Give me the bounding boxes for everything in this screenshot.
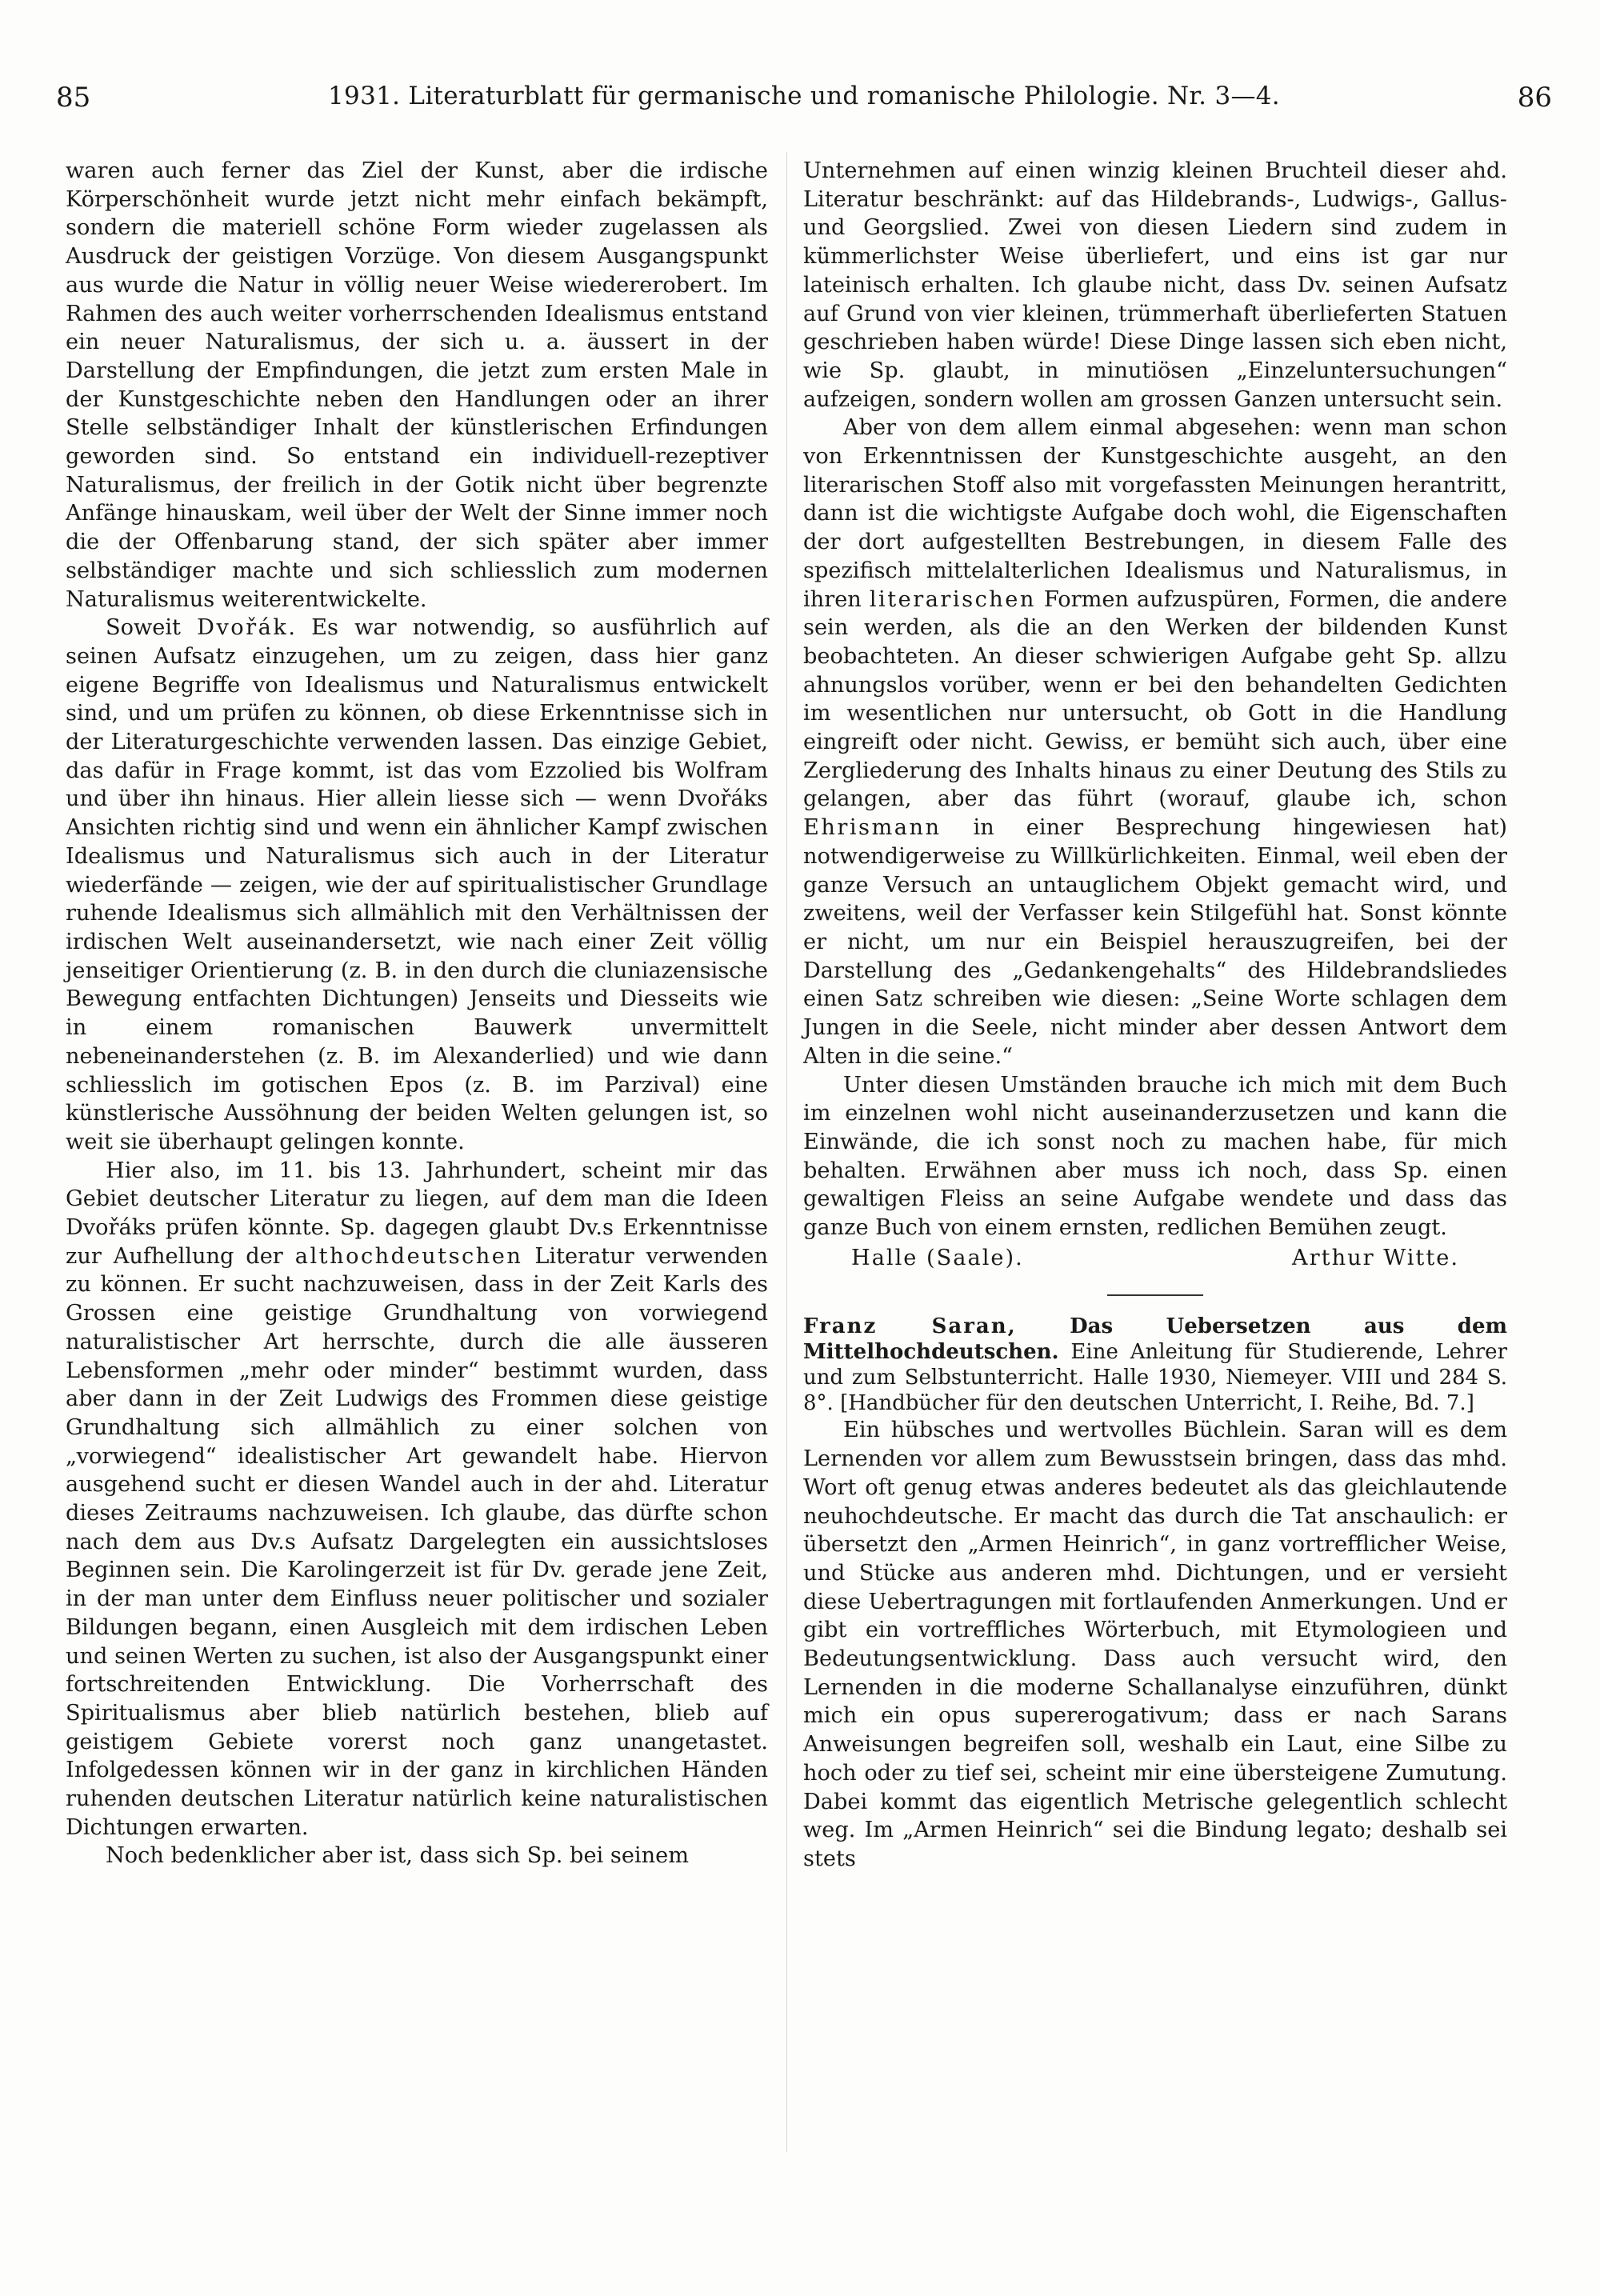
page-number-right: 86 (1517, 82, 1552, 114)
review-title: Das Uebersetzen aus dem Mittelhochdeutschen. (803, 1314, 1507, 1365)
right-column (803, 157, 1507, 1874)
spaced-name: Dvořák (197, 615, 289, 641)
signature-place: Halle (Saale). (851, 1245, 1024, 1270)
review-heading (803, 1314, 1507, 1416)
signature-name: Arthur Witte. (1292, 1245, 1459, 1270)
spaced-term: literarischen (869, 586, 1036, 612)
page-number-left: 85 (56, 82, 91, 114)
paragraph: Ein hübsches und wertvolles Büchlein. Saran will es dem Lernenden vor allem zum Bewusstsein bringen, dass das mhd. Wort oft genug etwas anderes bedeutet als das gleichlautende neuhochdeutsche. Er macht das durch die Tat anschaulich: er übersetzt den „Armen Heinrich“, in ganz vortrefflicher Weise, und Stücke aus anderen mhd. Dichtungen, und er versieht diese Uebertragungen mit fortlaufenden Anmerkungen. Und er gibt ein vortreffliches Wörterbuch, mit Etymologieen und Bedeutungsentwicklung. Dass auch versucht wird, den Lernenden in die moderne Schallanalyse einzuführen, dünkt mich ein opus supererogativum; dass er nach Sarans Anweisungen begreifen soll, weshalb ein Laut, eine Silbe zu hoch oder zu tief sei, scheint mir eine übersteigene Zumutung. Dabei kommt das eigentlich Metrische gelegentlich schlecht weg. Im „Armen Heinrich“ sei die Bindung legato; deshalb sei stets (803, 1418, 1507, 1871)
paragraph: Noch bedenklicher aber ist, dass sich Sp. bei seinem (106, 1843, 690, 1869)
signature (803, 1244, 1507, 1273)
paragraph: Hier also, im 11. bis 13. Jahrhundert, scheint mir das Gebiet deutscher Literatur zu liegen, auf dem man die Ideen Dvořáks prüfen könnte. Sp. dagegen glaubt Dv.s Erkenntnisse zur Aufhellung der althochdeutschen Literatur verwenden zu können. Er sucht nachzuweisen, dass in der Zeit Karls des Grossen eine geistige Grundhaltung von vorwiegend naturalistischer Art herrschte, durch die alle äusseren Lebensformen „mehr oder minder“ bestimmt wurden, dass aber dann in der Zeit Ludwigs des Frommen diese geistige Grundhaltung sich allmählich zu einer solchen von „vorwiegend“ idealistischer Art gewandelt habe. Hiervon ausgehend sucht er diesen Wandel auch in der ahd. Literatur dieses Zeitraums nachzuweisen. Ich glaube, das dürfte schon nach dem aus Dv.s Aufsatz Dargelegten ein aussichtsloses Beginnen sein. Die Karolingerzeit ist für Dv. gerade jene Zeit, in der man unter dem Einfluss neuer politischer und sozialer Bildungen begann, einen Ausgleich mit dem irdischen Leben und seinen Werten zu suchen, ist also der Ausgangspunkt einer fortschreitenden Entwicklung. Die Vorherrschaft des Spiritualismus aber blieb natürlich bestehen, blieb auf geistigem Gebiete vorerst noch ganz unangetastet. Infolgedessen können wir in der ganz in kirchlichen Händen ruhenden deutschen Literatur natürlich keine naturalistischen Dichtungen erwarten. (66, 1158, 768, 1840)
spaced-name: Ehrismann (803, 815, 942, 841)
review-bibliography: Eine Anleitung für Studierende, Lehrer und zum Selbstunterricht. Halle 1930, Niemeyer. VIII und 284 S. 8°. [Handbücher für den deutschen Unterricht, I. Reihe, Bd. 7.] (803, 1340, 1507, 1416)
paragraph: Unternehmen auf einen winzig kleinen Bruchteil dieser ahd. Literatur beschränkt: auf das Hildebrands-, Ludwigs-, Gallus- und Georgslied. Zwei von diesen Liedern sind zudem in kümmerlichster Weise überliefert, und eins ist gar nur lateinisch erhalten. Ich glaube nicht, dass Dv. seinen Aufsatz auf Grund von vier kleinen, trümmerhaft überlieferten Statuen geschrieben haben würde! Diese Dinge lassen sich eben nicht, wie Sp. glaubt, in minutiösen „Einzeluntersuchungen“ aufzeigen, sondern wollen am grossen Ganzen untersucht sein. (803, 158, 1507, 412)
paragraph: Unter diesen Umständen brauche ich mich mit dem Buch im einzelnen wohl nicht auseinanderzusetzen und kann die Einwände, die ich sonst noch zu machen habe, für mich behalten. Erwähnen aber muss ich noch, dass Sp. einen gewaltigen Fleiss an seine Aufgabe wendete und dass das ganze Buch von einem ernsten, redlichen Bemühen zeugt. (803, 1072, 1507, 1241)
running-title: 1931. Literaturblatt für germanische und romanische Philologie. Nr. 3—4. (328, 82, 1280, 110)
column-rule (786, 152, 787, 2152)
paragraph: Aber von dem allem einmal abgesehen: wenn man schon von Erkenntnissen der Kunstgeschichte ausgeht, an den literarischen Stoff also mit vorgefassten Meinungen herantritt, dann ist die wichtigste Aufgabe doch wohl, die Eigenschaften der dort aufgestellten Bestrebungen, in diesem Falle des spezifisch mittelalterlichen Idealismus und Naturalismus, in ihren literarischen Formen aufzuspüren, Formen, die andere sein werden, als die an den Werken der bildenden Kunst beobachteten. An dieser schwierigen Aufgabe geht Sp. allzu ahnungslos vorüber, wenn er bei den behandelten Gedichten im wesentlichen nur untersucht, ob Gott in die Handlung eingreift oder nicht. Gewiss, er bemüht sich auch, über eine Zergliederung des Inhalts hinaus zu einer Deutung des Stils zu gelangen, aber das führt (worauf, glaube ich, schon Ehrismann in einer Besprechung hingewiesen hat) notwendigerweise zu Willkürlichkeiten. Einmal, weil eben der ganze Versuch an untauglichem Objekt gemacht wird, und zweitens, weil der Verfasser kein Stilgefühl hat. Sonst könnte er nicht, um nur ein Beispiel herauszugreifen, bei der Darstellung des „Gedankengehalts“ des Hildebrandsliedes einen Satz schreiben wie diesen: „Seine Worte schlagen dem Jungen in die Seele, nicht minder aber dessen Antwort dem Alten in die seine.“ (803, 415, 1507, 1069)
review-author: Franz Saran, (803, 1314, 1017, 1339)
left-column (66, 157, 768, 1870)
section-divider (1107, 1294, 1203, 1296)
running-header (56, 82, 1552, 122)
paragraph: Soweit Dvořák. Es war notwendig, so ausführlich auf seinen Aufsatz einzugehen, um zu zeigen, dass hier ganz eigene Begriffe von Idealismus und Naturalismus entwickelt sind, und um prüfen zu können, ob diese Erkenntnisse sich in der Literaturgeschichte verwenden lassen. Das einzige Gebiet, das dafür in Frage kommt, ist das vom Ezzolied bis Wolfram und über ihn hinaus. Hier allein liesse sich — wenn Dvořáks Ansichten richtig sind und wenn ein ähnlicher Kampf zwischen Idealismus und Naturalismus sich auch in der Literatur wiederfände — zeigen, wie der auf spiritualistischer Grundlage ruhende Idealismus sich allmählich mit den Verhältnissen der irdischen Welt auseinandersetzt, wie nach einer Zeit völlig jenseitiger Orientierung (z. B. in den durch die cluniazensische Bewegung entfachten Dichtungen) Jenseits und Diesseits wie in einem romanischen Bauwerk unvermittelt nebeneinanderstehen (z. B. im Alexanderlied) und wie dann schliesslich im gotischen Epos (z. B. im Parzival) eine künstlerische Aussöhnung der beiden Welten gelungen ist, so weit sie überhaupt gelingen konnte. (66, 615, 768, 1154)
paragraph: waren auch ferner das Ziel der Kunst, aber die irdische Körperschönheit wurde jetzt nicht mehr einfach bekämpft, sondern die materiell schöne Form wieder zugelassen als Ausdruck der geistigen Vorzüge. Von diesem Ausgangspunkt aus wurde die Natur in völlig neuer Weise wiedererobert. Im Rahmen des auch weiter vorherrschenden Idealismus entstand ein neuer Naturalismus, der sich u. a. äussert in der Darstellung der Empfindungen, die jetzt zum ersten Male in der Kunstgeschichte neben den Handlungen oder an ihrer Stelle selbständiger Inhalt der künstlerischen Erfindungen geworden sind. So entstand ein individuell-rezeptiver Naturalismus, der freilich in der Gotik nicht über begrenzte Anfänge hinauskam, weil über der Welt der Sinne immer noch die der Offenbarung stand, der sich später aber immer selbständiger machte und sich schliesslich zum modernen Naturalismus weiterentwickelte. (66, 158, 768, 612)
spaced-term: althochdeutschen (294, 1243, 523, 1269)
